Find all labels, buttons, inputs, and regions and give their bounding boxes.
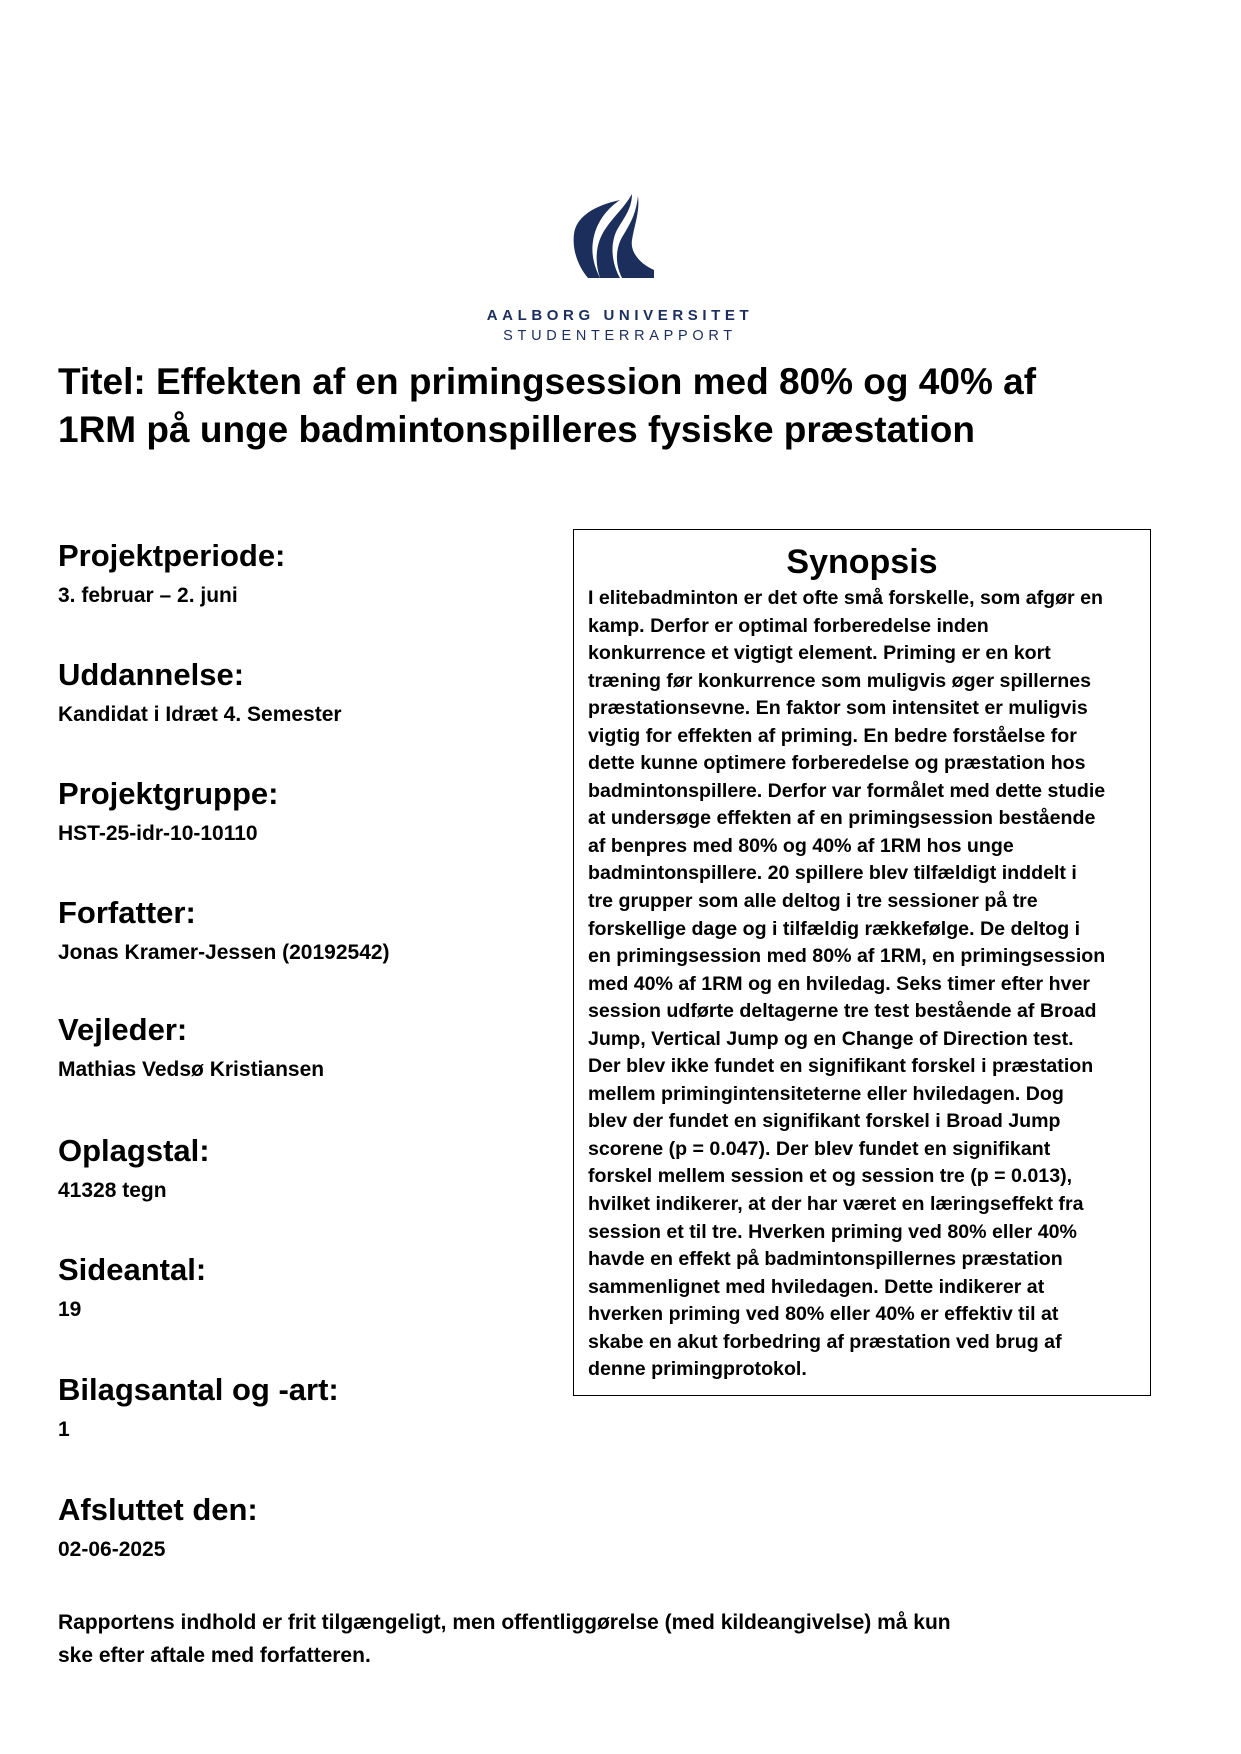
field-label: Vejleder: — [58, 1012, 188, 1047]
title-line-2: 1RM på unge badmintonspilleres fysiske præstation — [58, 409, 975, 450]
synopsis-line: scorene (p = 0.047). Der blev fundet en signifikant — [588, 1137, 1051, 1160]
field-value: Jonas Kramer-Jessen (20192542) — [58, 941, 390, 964]
synopsis-line: at undersøge effekten af en primingsession bestående — [588, 807, 1096, 830]
synopsis-line: skabe en akut forbedring af præstation ved brug af — [588, 1330, 1062, 1353]
field-label: Projektperiode: — [58, 538, 286, 573]
field-oplagstal — [58, 1134, 558, 1204]
synopsis-box — [573, 529, 1151, 1396]
synopsis-line: tre grupper som alle deltog i tre sessioner på tre — [588, 890, 1038, 913]
field-label: Afsluttet den: — [58, 1492, 258, 1527]
field-value: 19 — [58, 1298, 82, 1321]
synopsis-line: med 40% af 1RM og en hviledag. Seks timer efter hver — [588, 972, 1090, 995]
field-label: Projektgruppe: — [58, 776, 279, 811]
synopsis-line: badmintonspillere. Derfor var formålet med dette studie — [588, 779, 1106, 802]
synopsis-line: forskellige dage og i tilfældig rækkefølge. De deltog i — [588, 917, 1081, 940]
synopsis-line: hverken priming ved 80% eller 40% er effektiv til at — [588, 1303, 1059, 1326]
synopsis-title: Synopsis — [786, 543, 938, 581]
page-title — [58, 358, 1058, 454]
synopsis-body — [588, 585, 1140, 1384]
synopsis-line: træning før konkurrence som muligvis øger spillernes — [588, 669, 1092, 692]
field-label: Sideantal: — [58, 1252, 207, 1287]
field-projektgruppe — [58, 777, 558, 847]
notice-line-2: ske efter aftale med forfatteren. — [58, 1644, 371, 1667]
synopsis-line: blev der fundet en signifikant forskel i Broad Jump — [588, 1110, 1061, 1133]
synopsis-line: kamp. Derfor er optimal forberedelse inden — [588, 614, 989, 637]
field-forfatter — [58, 896, 558, 966]
notice-line-1: Rapportens indhold er frit tilgængeligt, men offentliggørelse (med kildeangivelse) må kun — [58, 1611, 951, 1634]
field-uddannelse — [58, 658, 558, 728]
synopsis-line: Jump, Vertical Jump og en Change of Direction test. — [588, 1027, 1074, 1050]
availability-notice — [58, 1606, 1108, 1672]
synopsis-line: session et til tre. Hverken priming ved 80% eller 40% — [588, 1220, 1077, 1243]
field-value: 41328 tegn — [58, 1179, 167, 1202]
field-value: Kandidat i Idræt 4. Semester — [58, 703, 342, 726]
university-name: AALBORG UNIVERSITET — [486, 307, 754, 324]
synopsis-line: denne primingprotokol. — [588, 1358, 807, 1381]
synopsis-line: præstationsevne. En faktor som intensitet er muligvis — [588, 697, 1088, 720]
report-type: STUDENTERRAPPORT — [503, 328, 737, 344]
synopsis-line: hvilket indikerer, at der har været en læringseffekt fra — [588, 1193, 1084, 1216]
synopsis-line: sammenlignet med hviledagen. Dette indikerer at — [588, 1275, 1045, 1298]
synopsis-line: forskel mellem session et og session tre (p = 0.013), — [588, 1165, 1073, 1188]
synopsis-line: konkurrence et vigtigt element. Priming er en kort — [588, 642, 1051, 665]
field-value: 02-06-2025 — [58, 1538, 166, 1561]
synopsis-line: session udførte deltagerne tre test bestående af Broad — [588, 1000, 1097, 1023]
field-label: Oplagstal: — [58, 1133, 210, 1168]
synopsis-line: mellem primingintensiteterne eller hviledagen. Dog — [588, 1082, 1064, 1105]
field-vejleder — [58, 1013, 558, 1083]
aau-wave-logo-icon — [570, 190, 660, 282]
synopsis-line: vigtig for effekten af priming. En bedre forståelse for — [588, 724, 1077, 747]
synopsis-line: Der blev ikke fundet en signifikant forskel i præstation — [588, 1055, 1094, 1078]
field-value: 3. februar – 2. juni — [58, 584, 238, 607]
synopsis-line: badmintonspillere. 20 spillere blev tilfældigt inddelt i — [588, 862, 1077, 885]
field-value: 1 — [58, 1418, 70, 1441]
title-line-1: Titel: Effekten af en primingsession med 80% og 40% af — [58, 361, 1037, 402]
field-value: Mathias Vedsø Kristiansen — [58, 1058, 325, 1081]
synopsis-line: dette kunne optimere forberedelse og præstation hos — [588, 752, 1086, 775]
field-label: Uddannelse: — [58, 657, 245, 692]
synopsis-line: en primingsession med 80% af 1RM, en primingsession — [588, 945, 1106, 968]
field-afsluttet — [58, 1493, 558, 1563]
field-label: Forfatter: — [58, 895, 196, 930]
synopsis-line: af benpres med 80% og 40% af 1RM hos unge — [588, 834, 1014, 857]
synopsis-line: havde en effekt på badmintonspillernes præstation — [588, 1248, 1063, 1271]
field-label: Bilagsantal og -art: — [58, 1372, 339, 1407]
field-bilagsantal — [58, 1373, 558, 1443]
field-sideantal — [58, 1253, 558, 1323]
synopsis-line: I elitebadminton er det ofte små forskelle, som afgør en — [588, 587, 1103, 609]
field-value: HST-25-idr-10-10110 — [58, 822, 258, 845]
field-projektperiode — [58, 539, 558, 609]
